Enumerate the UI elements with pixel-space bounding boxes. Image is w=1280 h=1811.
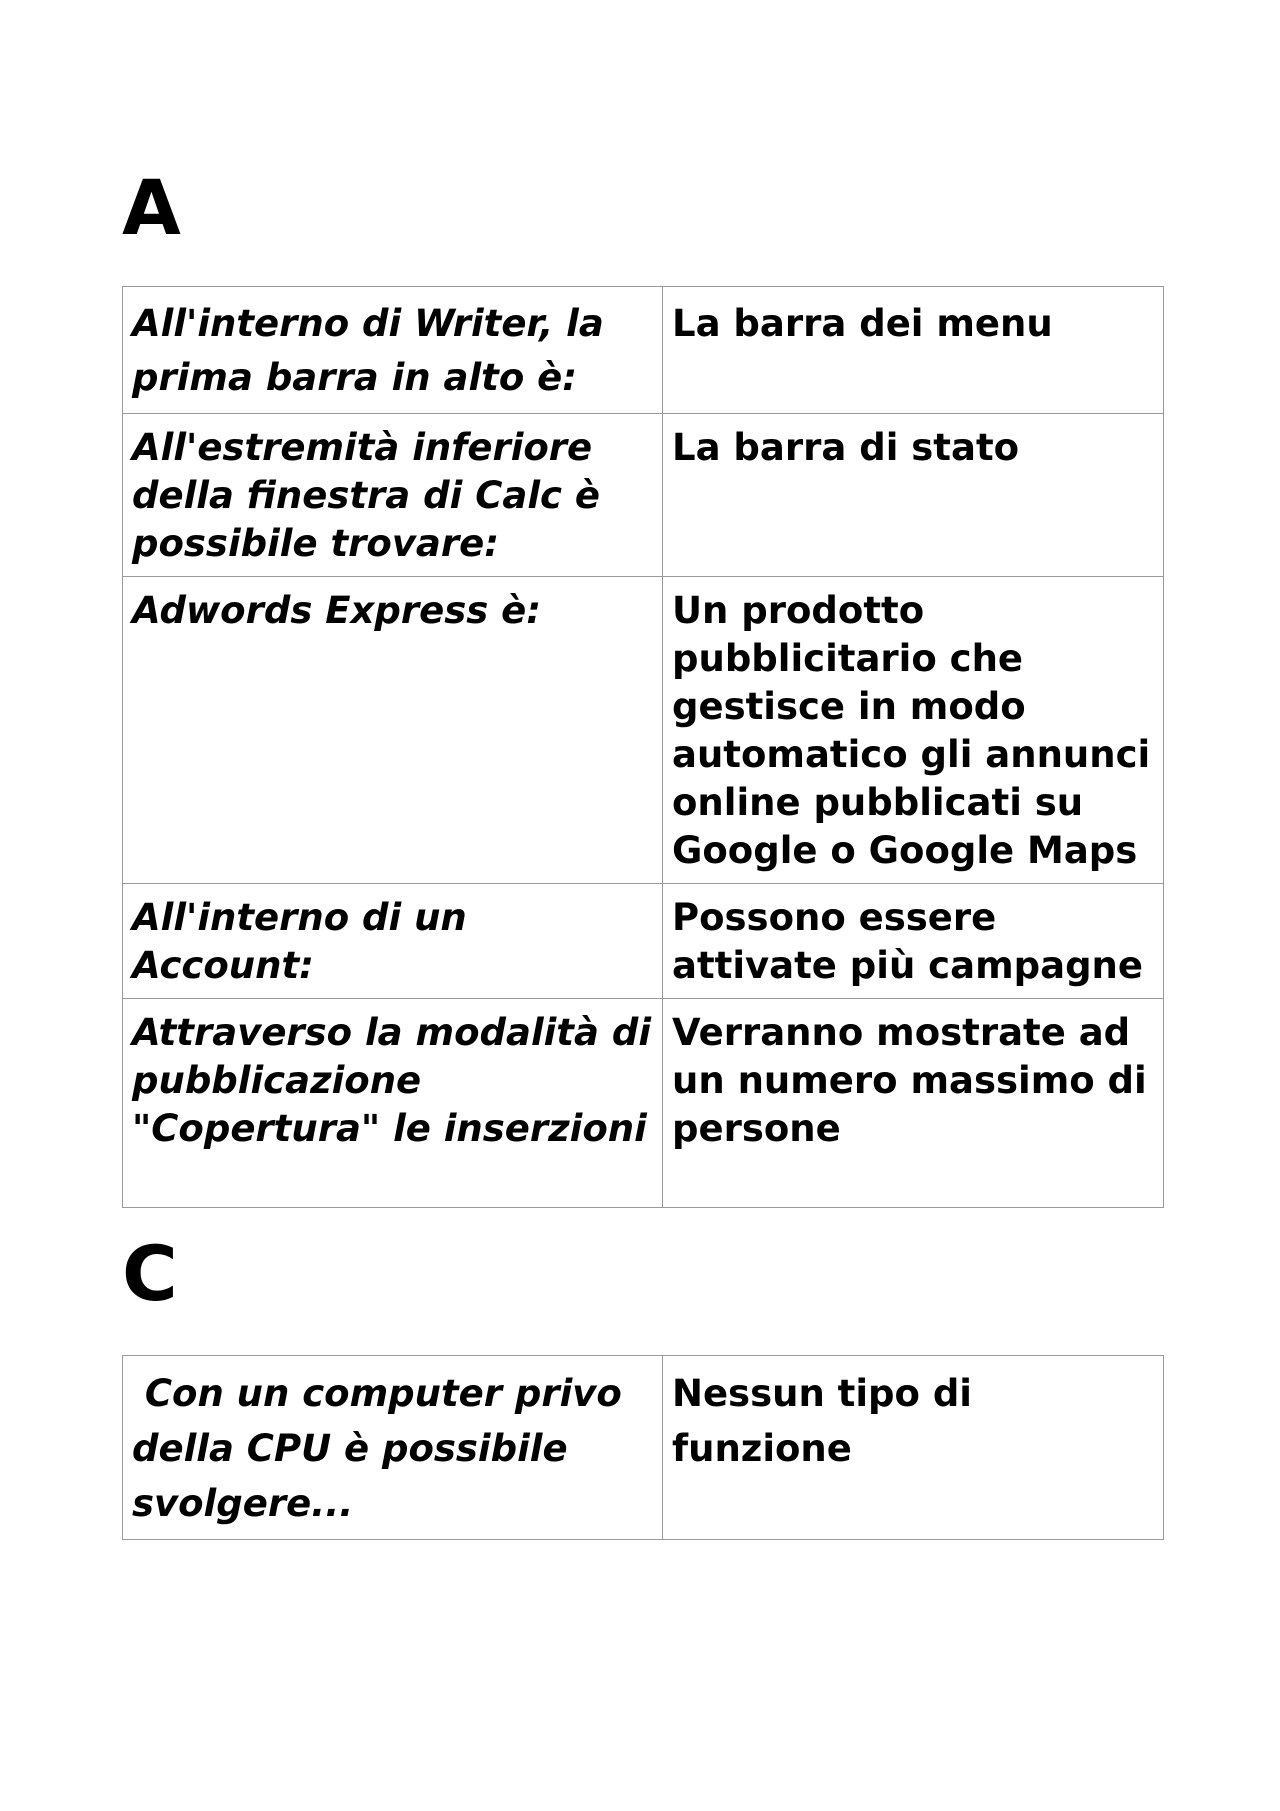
question-cell: Adwords Express è:: [123, 577, 663, 884]
question-cell: Con un computer privo della CPU è possibile svolgere...: [123, 1356, 663, 1540]
answer-cell: Possono essere attivate più campagne: [663, 884, 1164, 999]
answer-cell: Verranno mostrate ad un numero massimo di persone: [663, 999, 1164, 1208]
answer-cell: La barra dei menu: [663, 287, 1164, 414]
section-letter-a: A: [122, 163, 181, 252]
table-row: [123, 577, 1164, 884]
question-cell: All'estremità inferiore della finestra di Calc è possibile trovare:: [123, 414, 663, 577]
table-row: [123, 884, 1164, 999]
question-cell: Attraverso la modalità di pubblicazione "Copertura" le inserzioni: [123, 999, 663, 1208]
qa-table-a: [122, 286, 1164, 1208]
section-letter-c: C: [122, 1229, 178, 1318]
table-row: [123, 414, 1164, 577]
answer-cell: La barra di stato: [663, 414, 1164, 577]
table-row: [123, 287, 1164, 414]
question-cell: All'interno di Writer, la prima barra in alto è:: [123, 287, 663, 414]
table-row: [123, 999, 1164, 1208]
qa-table-c: [122, 1355, 1164, 1540]
answer-cell: Un prodotto pubblicitario che gestisce in modo automatico gli annunci online pubblicati su Google o Google Maps: [663, 577, 1164, 884]
question-cell: All'interno di un Account:: [123, 884, 663, 999]
answer-cell: Nessun tipo di funzione: [663, 1356, 1164, 1540]
table-row: [123, 1356, 1164, 1540]
